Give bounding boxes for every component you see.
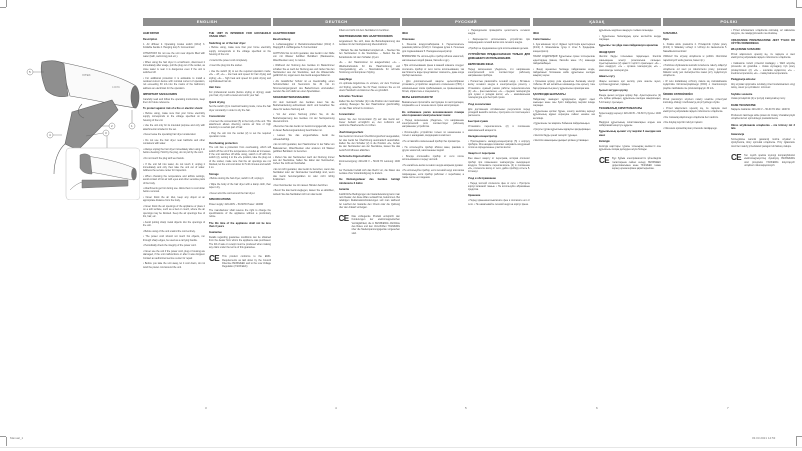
paragraph: • Для дополнительной защиты целесообразно установить устройство защитного отключения (УЗО) с номинальным током срабатывания, не превышающим 30 мА; обратитесь к специалисту. [402, 79, 464, 93]
paragraph: • Es ist nicht gestattet, den Haartrockner in der Nähe von Badewannen, Waschbecken oder anderen mit Wasser gefüllten Behältern zu benutzen. [273, 143, 335, 154]
paragraph: • Podczas użytkowania suszarki w łazience należy odłączyć urządzenie od sieci po zakończeniu pracy, ponieważ bliskość wody jest niebezpieczna nawet przy wyłączonym urządzeniu. [663, 64, 727, 78]
section-heading: Hair Care [209, 86, 221, 90]
text-column [599, 29, 661, 417]
crop-mark-top-right-h [796, 7, 802, 8]
paragraph: «0» – der Haartrockner ist ausgeschaltet; «1» – Mittelbetriebsstufe für die Haartrocknung und Frisurgestaltung; «2» – Maximalstufe für schnelle Trocknung und komplexen Styling. [338, 61, 400, 75]
paragraph: 1. Ауа жинағыш тор 2. Жұмыс тәртіптерін ауыстырғыш (0/1/2) 3. Жиналмалы тұтқа 4. Ілгек 5. Қондырма-концентратор [533, 43, 595, 53]
section-heading: Szybkie suszenie [731, 92, 753, 96]
paragraph: • Используйте устройство только по назначению и только с насадками, входящими в комплект. [402, 130, 464, 138]
ce-conformity-text: This product conforms to the EMC-Requirements as laid down by the Council Directive 89/336/EEC and to the Low Voltage Regulation (73/23 EEC) [222, 255, 271, 269]
paragraph: – Wickeln Sie das Netzkabel komplett ab. – Stecken Sie den Netzstecker in die Steckdose. – Stellen Sie die Betriebsstufe mit dem Schalter (2) ein: [338, 49, 400, 59]
page-number: 6 [596, 406, 598, 410]
text-column [339, 29, 401, 417]
paragraph: • Wipe the body of the hair dryer with a damp cloth, then wipe it dry. [209, 183, 271, 190]
paragraph: • When using the hair dryer in a bathroom, disconnect it immediately after usage, pull the plug out of the socket, as close water is near it is dangerous even if the unit is switched off. [143, 61, 205, 74]
paragraph: Arbeit und nicht mit dem Netzkabel zu berühren. [338, 29, 390, 32]
page-number: 4 [335, 406, 337, 410]
crop-mark-bottom-right-h [796, 436, 802, 437]
paragraph: Для достижения оптимальных результатов перед укладкой вымойте волосы, просушите их полотенцем и расчешите. [468, 107, 530, 118]
section-heading: Haarpflege [338, 77, 352, 81]
paragraph: • Запрещается использовать устройство при повреждении сетевой вилки или сетевого шнура. [468, 37, 530, 45]
section-kazakh [533, 18, 661, 418]
section-heading: URZĄDZENIE PRZEZNACZONE JEST TYLKO DO UŻYTKU DOMOWEGO. [731, 38, 795, 45]
paragraph: • Den Netzstecker nie mit nassen Händen berühren. [273, 183, 329, 187]
section-heading: Gwarancja [731, 133, 745, 137]
paragraph: Details regarding guarantee conditions can be obtained from the dealer from whom the appliance was purchased. The bill of sale or receipt must be produced when making any claim under the terms of this guarantee. [209, 236, 271, 249]
section-heading: HAIR DRYER [143, 32, 160, 35]
paragraph: ATTENTION! Do not use the unit near objects filled with water (bath, swimming pool etc.). [143, 52, 205, 59]
paragraph: • Всегда отключайте прибор от сети после использования и перед чисткой. [402, 154, 464, 161]
page-number: 5 [465, 406, 467, 410]
paragraph: Power supply: 220-240V ~ 50-60Hz Power: 1400W [209, 203, 264, 207]
crop-mark-top-right-v [796, 0, 797, 7]
paragraph: Пайдалану жөніндегі нұсқаулықты мұқият оқып шығыңыз және оны бүкіл пайдалану мерзімі ішінде сақтаңыз. [533, 97, 595, 108]
section-heading: Beschreibung [273, 38, 291, 42]
text-column [663, 29, 727, 417]
paragraph: Szczegółowe warunki gwarancji można uzyskać u dystrybutora, który sprzedał urządzenie. Przy zgłaszaniu roszczeń należy przedstawić paragon lub fakturę zakupu. [731, 138, 795, 148]
page-number: 3 [205, 406, 207, 410]
paragraph: Фен имеет защиту от перегрева, которая отключит прибор при повышении температуры выходящего воздуха. Установите переключатель (2) в положение «0», отключите вилку от сети, дайте прибору остыть 5-10 минут. [468, 157, 530, 174]
section-heading: Шашты күту [599, 74, 615, 78]
paragraph: • Before you take the unit away, let it cool down, do not wind the power cord around the unit. [143, 262, 205, 269]
section-heading: ФЕН [533, 32, 539, 35]
paragraph: Өндіруші құрылғының сипаттамаларын алдын ала хабарламай өзгертуге құқылы. [599, 120, 661, 128]
paragraph: • Periodically check the integrity of the power cord. [143, 244, 197, 248]
paragraph: • Do not touch the plug with wet hands. [143, 156, 185, 160]
paragraph: НАЗАР АУДАРЫҢЫЗ! Құрылғыны сумен толтырылған ыдыстардың (ванна, бассейн және т.б.) жанында пайдаланбаңыз. [533, 55, 595, 65]
paragraph: Das Gerät ist mit einem Überhitzungsschutz ausgestattet, der das Gerät bei Überhitzung automatisch ausschaltet. Stellen Sie den Schalter (2) in die Position «0», ziehen Sie den Netzstecker aus der Steckdose, lassen Sie das Gerät 5-10 Minuten abkühlen. [338, 135, 400, 152]
section-heading: ҚАУІПСІЗДІК ШАРАЛАРЫ [533, 92, 566, 96]
paragraph: • Перед хранением выключите фен и отключите его от сети. • Не наматывайте сетевой шнур на корпус фена. [468, 199, 530, 206]
section-heading: Opis [663, 38, 669, 42]
section-deutsch [273, 18, 400, 418]
section-heading: To protect against risk of a fire or electric shock: [143, 107, 203, 111]
paragraph: For professional results (before styling or drying), wash your hair, dry it with a towel and comb your hair. [209, 91, 271, 98]
paragraph: • Периодически проверяйте целостность сетевого шнура. [468, 29, 530, 36]
crop-mark-bottom-right-v [796, 437, 797, 446]
section-heading: Қызып кетуден қорғау [599, 89, 628, 93]
section-polski [663, 18, 795, 418]
footer-file-label: Manual_1 [10, 436, 24, 440]
svg-text:1400W: 1400W [112, 86, 120, 89]
section-heading: IMPORTANT SAFEGUARDS [143, 92, 178, 96]
svg-text:2: 2 [111, 124, 113, 128]
ce-conformity-text: Ten wyrób spełnia wymogi kompatybilności elektromagnetycznej dyrektywy 89/336/EWG oraz przepisów 73/23/EWG dotyczących urządzeń niskonapięciowych. [744, 154, 795, 167]
paragraph: • W celu dodatkowej ochrony zaleca się zainstalowanie wyłącznika różnicowoprądowego (RCD) o znamionowym prądzie zadziałania nie przekraczającym 30 mA. [663, 79, 727, 90]
section-russian [402, 18, 530, 418]
paragraph: • Całkowicie rozwiń przewód zasilający. • Włóż wtyczkę przewodu do gniazdka. • Ustaw wymagany tryb pracy przełącznikiem (2): «0» – suszarka wyłączona; «1» – średnia temperatura; «2» – maksymalna temperatura. [731, 61, 795, 75]
paragraph: • Never block the air inlet, keep any object at an appropriate distance from the body. [143, 196, 205, 203]
paragraph: Aby uzyskać optymalne rezultaty przed modelowaniem umyj włosy, osusz je ręcznikiem i rozczesz. [731, 82, 795, 90]
text-column [209, 29, 271, 417]
paragraph: Um optimale Ergebnisse zu erzielen, vor dem Trocknen und Styling, waschen Sie Ihr Haar, trocknen Sie es mit einem Handtuch und kämmen Sie es gründlich. [338, 82, 400, 92]
section-heading: THE UNIT IS INTENDED FOR HOUSEHOLD USAGE ONLY. [209, 32, 271, 39]
paragraph: • Do not use the hair dryer near bathtubs and other containers with water. [143, 138, 205, 146]
svg-text:1: 1 [131, 124, 133, 128]
section-heading: Switching on of the hair dryer [209, 41, 246, 45]
section-heading: ФЕНДІ ҚОСУ [599, 50, 616, 54]
paragraph: • Nie zostawiaj włączonego urządzenia bez nadzoru. [663, 115, 719, 119]
paragraph: 1. Kratka wlotu powietrza 2. Przełącznik trybów pracy (0/1/2) 3. Składany uchwyt 4. Uchwyt do zawieszenia 5. Nasadka-koncentrator [663, 43, 727, 53]
section-heading: Кепілдік [599, 139, 610, 143]
paragraph: 1. Решетка воздухозаборника 2. Переключатель режимов работы (0/1/2) 3. Складная ручка 4. Петелька для подвешивания 5. Насадка-концентратор [402, 43, 464, 53]
paragraph: • Желілік бауды үнемі тексеріп тұрыңыз. [533, 133, 578, 137]
paragraph: құрылғыны өздігінен жөндеуге тыйым салынады. [599, 29, 654, 32]
paragraph: • Перед чисткой отключите фен от сети. • Протрите корпус влажной тканью. • Не используйте абразивные средства. [468, 181, 530, 192]
paragraph: • Перед включением убедитесь, что напряжение электрической сети соответствует рабочему напряжению устройства. [402, 118, 464, 129]
section-heading: Насадка-концентратор [468, 134, 498, 138]
svg-text:VITEK: VITEK [82, 73, 91, 77]
ce-conformity-text: Das vorliegende Produkt entspricht den Forderungen der elektromagnetischen Verträglichkeit, die in 89/336/EWG -Richtlinie des Rates und den Vorschriften 73/23/EWG über die Niederspannungsgeräte vorgesehen sind. [351, 215, 400, 235]
section-heading: МЕРЫ БЕЗОПАСНОСТИ [402, 96, 433, 100]
paragraph: Stellen Sie den Schalter (2) in die Position der maximalen Leistung. Bewegen Sie den Haartrockner gleichmäßig, um das Haar schnell zu trocknen. [338, 100, 400, 110]
section-heading: Okres użytkowania urządzenia – nie krótszy niż 3 lata [731, 123, 795, 131]
section-english [143, 18, 271, 418]
paragraph: • For additional protection it is advisable to install a residual current device with nominal current of operation, not exceeding 30 mA into the mains of the bathroom; address an electrician for the operation. [143, 76, 205, 90]
paragraph: Vor dem Gebrauch des Gerätes lesen Sie die Betriebsanleitung aufmerksam durch und bewahren Sie diese für weitere Nutzung auf. [273, 100, 335, 111]
paragraph: Stromversorgung: 220-240 V ~ 50-60 Hz Leistung: 1400 W [338, 159, 400, 166]
ce-conformity-text: Бұл бұйым электромагниттік үйлесімділік талаптарына сәйкес келеді, 89/336/EEC директивасымен және 73/23/EEC төмен кернеу ережелерімен қарастырылған. [612, 157, 661, 171]
paragraph: Фенде қызып кетуден қорғау бар. Ауыстырғышты (2) «0» күйіне қойыңыз, құрылғыны желіден ажыратыңыз, 5-10 минут суытыңыз. [599, 94, 661, 104]
ce-conformity-block [209, 255, 271, 268]
text-column [273, 29, 335, 417]
paragraph: • Vor der ersten Nutzung prüfen Sie, ob die Betriebsspannung des Gerätes mit der Netzspannung übereinstimmt. [273, 113, 335, 123]
crop-mark-top-left-v [6, 0, 7, 7]
section-heading: Құрылғының қызмет ету мерзімі 3 жылдан кем емес [599, 130, 661, 137]
paragraph: • Ziehen Sie den Netzstecker nach der Nutzung immer aus der Steckdose, halten Sie dabei den Netzstecker, ziehen Sie nicht am Netzkabel. [273, 155, 335, 166]
paragraph: Set the switch (2) to maximal heating mode, move the hair dryer constantly in order to dry the hair. [209, 105, 271, 112]
ce-conformity-block [599, 157, 661, 170]
paragraph: • Use the unit only for its intended purpose and only with attachments included in the set. [143, 124, 205, 131]
section-heading: SUSZARKA [663, 32, 678, 35]
section-heading: Concentrator [209, 115, 226, 119]
footer-timestamp: 03.03.2021 14:53 [752, 436, 776, 440]
paragraph: • Не используйте прибор вблизи ванн, раковин и других емкостей, наполненных водой. [402, 145, 464, 152]
text-column [731, 29, 795, 417]
ce-mark-icon: CE [599, 156, 610, 166]
section-heading: Pielęgnacja włosów [731, 78, 756, 82]
text-column [402, 29, 464, 417]
paragraph: • Nie dotykaj wtyczki mokrymi rękami. [663, 121, 703, 125]
section-heading: ФЕН [402, 32, 408, 35]
section-heading: Storage [209, 172, 219, 176]
section-heading: Уход за волосами [468, 102, 491, 106]
paragraph: • Қосымша қорғау үшін жуынатын бөлменің электр тізбегіне 30 мА аспайтын номиналды іске қосылу тоғы бар қорғаныштық ағыту құрылғысын орнатқан жөн. [533, 79, 595, 90]
section-heading: WŁĄCZENIE SUSZARKI [731, 48, 761, 52]
language-header: РУССКИЙ [402, 18, 530, 26]
section-heading: Description [143, 38, 158, 42]
paragraph: • Okresowo sprawdzaj stan przewodu zasilającego. [663, 126, 718, 130]
ce-conformity-block [339, 215, 401, 235]
paragraph: • Always unplug the hair dryer immediately after using it or before cleaning. Hold by the plug, do not pull by the cord. [143, 147, 205, 155]
paragraph: Внимательно прочитайте инструкцию по эксплуатации, сохраняйте ее в течение всего срока эксплуатации. [402, 100, 464, 108]
paragraph: • Als zusätzlicher Schutz ist es zweckmäßig, einen Schutzschalter mit Nennstrom bis 30 mA im Stromversorgungsnetz des Badezimmers einzustellen; wenden Sie sich dafür an einen Spezialisten. [273, 79, 335, 93]
section-heading: Құрылғы тек үйде ғана пайдалануға арналған [599, 44, 659, 48]
paragraph: Желілік бауды толығымен тарқатыңыз. Желілік шанышқыны электр розеткасына салыңыз. Ауыстырғышпен (2) қажетті тәртіпті орнатыңыз: «0» – фен сөндірулі; «1» – орташа температура; «2» – максималды температура. [599, 55, 661, 72]
paragraph: • Never block the air openings of the appliance or place it on a soft surface, such as a bed or couch, where the air openings may be blocked. Keep the air openings free of lint, hair, etc. [143, 205, 205, 219]
text-column [533, 29, 595, 417]
paragraph: • The power cord should not touch hot objects, run through sharp edges, be used as a carrying handle. [143, 235, 205, 242]
paragraph: • Attachments get hot during use. Allow them to cool down before removal. [143, 187, 205, 194]
paragraph: Carefully read and follow the operating instructions, keep them for future reference. [143, 97, 205, 104]
section-heading: DANE TECHNICZNE [731, 103, 756, 107]
language-header: POLSKI [663, 18, 795, 26]
paragraph: 1. Air diffuser 2. Operating modes switch (0/1/2) 3. Foldable handle 4. Hanging loop 5. Concentrator [143, 43, 205, 50]
paragraph: • If the unit fell into water, do not touch it; unplug it immediately and only then take the unit out of water. Address the service center for inspection. [143, 162, 205, 173]
section-heading: Schnelles Trocknen [338, 95, 363, 99]
paragraph: Жақсы нәтижеге қол жеткізу үшін шашты жуып, сүлгімен құрғатып, тараңыз. [599, 79, 661, 86]
paragraph: • Never use the unit if the power cord, plug or housing are damaged, if the unit malfunctions or after it was dropped. Contact an authorized service center for repair. [143, 250, 205, 260]
paragraph: Vergewissern Sie sich, dass die Betriebsspannung des Gerätes mit der Netzspannung übereinstimmt. [338, 40, 400, 47]
paragraph: • Құрылғыны балалардың қолы жетпейтін жерде сақтаңыз. [599, 34, 661, 41]
paragraph: Setzen Sie den Konzentrator (5) auf das Gerät auf. Dieser Aufsatz ermöglicht es, den Luftstrom auf bestimmte Haarbereiche zu richten. [338, 117, 400, 128]
ce-mark-icon: CE [209, 254, 220, 264]
section-heading: Быстрая сушка [468, 120, 488, 124]
section-heading: Konzentrator [338, 112, 355, 116]
section-heading: Уход и обслуживание [468, 176, 496, 180]
paragraph: • Es ist nicht gestattet, das Gerät zu benutzen, wenn das Netzkabel oder der Netzstecker beschädigt sind, wenn das Gerät heruntergefallen ist oder nicht richtig funktioniert. [273, 168, 335, 181]
paragraph: • Plug the unit into the socket (2) to set the required operation mode. [209, 132, 271, 139]
crop-mark-top-left-h [0, 7, 6, 8]
paragraph: Перед включением убедитесь, что напряжение электрической сети соответствует рабочему напряжению прибора. [468, 67, 530, 78]
paragraph: 1. Luftansauggitter 2. Betriebsmodusschalter (0/1/2) 3. Klappgriff 4. Aufhängeöse 5. Konzentrator [273, 43, 335, 50]
section-heading: SICHERHEITSMASSNAHMEN [273, 96, 310, 100]
section-heading: SPECIFICATIONS [209, 198, 231, 202]
text-column [143, 29, 205, 417]
paragraph: • Прибор не предназначен для использования детьми. [468, 46, 529, 50]
language-header: ENGLISH [143, 18, 271, 26]
section-heading: Die Nutzungsdauer des Gerätes beträgt mindestens 3 Jahre [338, 178, 400, 185]
text-column [468, 29, 530, 417]
svg-text:4: 4 [49, 133, 51, 137]
paragraph: Producent zastrzega sobie prawo do zmiany charakterystyki urządzenia bez uprzedniego powiadomienia. [731, 114, 795, 121]
section-heading: ВКЛЮЧЕНИЕ ФЕНА [468, 62, 494, 66]
svg-text:5: 5 [29, 70, 31, 74]
section-heading: Во избежание риска возникновения пожара или поражения электрическим током: [402, 110, 464, 117]
section-heading: Überhitzungsschutz [338, 130, 364, 134]
section-heading: Garantie [338, 187, 350, 191]
paragraph: • Қосулы тұрған құрылғыны қараусыз қалдырмаңыз. [533, 127, 591, 131]
svg-text:3: 3 [105, 131, 107, 135]
paragraph: • Желілік шанышқыны дымқыл қолмен ұстамаңыз. [533, 139, 589, 143]
section-heading: HAARTROCKNER [273, 32, 296, 35]
paragraph: • Before using, make sure that your home electricity supply corresponds to the voltage specified on the housing of the unit. [209, 46, 271, 56]
crop-mark-bottom-left-h [0, 436, 6, 437]
ce-mark-icon: CE [338, 214, 349, 224]
paragraph: Przed włączeniem upewnij się, że napięcie w sieci elektrycznej odpowiada napięciu roboczemu urządzenia. [731, 52, 795, 60]
paragraph: Przed pierwszym użyciem należy uważnie przeczytać instrukcję obsługi i zachować ją do przyszłego użytku. [663, 97, 727, 104]
paragraph: • Lassen Sie das eingeschaltete Gerät nie unbeaufsichtigt. [273, 134, 335, 141]
paragraph: • Przed włączeniem upewnij się, że napięcie sieci elektrycznej odpowiada napięciu roboczemu urządzenia. [663, 106, 727, 113]
paragraph: Der Hersteller behält sich das Recht vor, die Daten des Gerätes ohne Vorankündigung zu ändern. [338, 168, 400, 175]
paragraph: • Не используйте прибор, если сетевой шнур или вилка повреждены, если прибор работает с перебоями, а также после его падения. [402, 169, 464, 179]
ce-conformity-block [731, 154, 795, 167]
paragraph: • Przed schowaniem urządzenia odczekaj, aż całkowicie ostygnie, nie nawijaj przewodu na obudowę. [731, 29, 795, 36]
paragraph: • Bevor Sie das Gerät weglegen, lassen Sie es abkühlen, wickeln Sie das Netzkabel nicht um das Gerät. [273, 189, 335, 196]
paragraph: • Присоедините насадку-концентратор (5) к корпусу прибора. Эта насадка позволяет направить воздушный поток на определенные участки волос. [468, 139, 530, 150]
paragraph: The manufacturer shall reserve the right to change the specifications of the appliance without a preliminary notice. [209, 208, 271, 219]
paragraph: • Connect the concentrator (5) to the body of the unit. This attachment allows directing narrow air flow of high intensity to a certain part of hair. [209, 119, 271, 130]
section-heading: INBETRIEBNAHME DES HAARTROCKNERS [338, 35, 393, 39]
section-heading: Описание [402, 38, 415, 42]
paragraph: • Құрылғыны қоспас бұрын, электр желісінің кернеуі құрылғының жұмыс кернеуіне сәйкес екеніне көз жеткізіңіз. [533, 109, 595, 120]
section-heading: Technische Eigenschaften [338, 154, 372, 158]
paragraph: • При использовании фена в ванной комнате следует отключить прибор от сети после использования, так как близость воды представляет опасность, даже когда прибор выключен. [402, 64, 464, 78]
paragraph: • Never wind the cord around the hair dryer. [209, 192, 256, 196]
paragraph: • Before storing the hair dryer, switch it off, unplug it. [209, 177, 265, 181]
section-heading: Overheating protection [209, 141, 238, 145]
paragraph: • Insert the plug into the socket. [209, 64, 243, 68]
folded-dryer-inset-icon [66, 148, 140, 200]
paragraph: • Не касайтесь вилки сетевого шнура мокрыми руками. [402, 163, 464, 167]
section-heading: Защита от перегрева [468, 152, 495, 156]
section-heading: Quick drying [209, 100, 225, 104]
paragraph: • Before using, make sure that your home electricity supply corresponds to the voltage specified on the housing of the unit. [143, 112, 205, 122]
paragraph: UWAGA! Nie używaj urządzenia w pobliżu zbiorników napełnionych wodą (wanna, basen itp.). [663, 55, 727, 62]
paragraph: Установите переключатель (2) в положение максимальной мощности. [468, 125, 530, 132]
language-header: ҚАЗАҚ [533, 18, 661, 26]
section-heading: Guarantee [209, 231, 222, 235]
paragraph: • Құрылғыны тек мақсаты бойынша пайдаланыңыз. [533, 122, 591, 126]
paragraph: • Не оставляйте включенный прибор без присмотра. [402, 139, 461, 143]
paragraph: • When choosing the temperature and airflow settings, avoid contact of hot air with eyes and other sensitive parts of the body. [143, 174, 205, 185]
ce-mark-icon: CE [731, 153, 742, 162]
crop-mark-bottom-left-v [6, 437, 7, 446]
language-header: DEUTSCH [273, 18, 400, 26]
section-heading: Хранение [468, 194, 481, 198]
section-heading: The life time of the appliance shall not be less than 3 years [209, 221, 271, 228]
hair-dryer-illustration [20, 40, 140, 200]
paragraph: ACHTUNG! Es ist nicht gestattet, das Gerät in der Nähe von mit Wasser befüllten Behältern (Badewanne, Waschbecken usw.) zu nutzen. [273, 52, 335, 62]
paragraph: The unit has a protection from overheating, which will switch off the unit if the temperature of outlet air increases. If the unit switches off while using, switch it off with the switch (2), setting it to the «0» position, take the plug out of the socket, make sure that the air openings are not blocked, let the unit cool down for 5-10 minutes and switch it on. [209, 146, 271, 170]
paragraph: ВНИМАНИЕ! Не используйте прибор вблизи емкостей, наполненных водой (ванна, бассейн и др.). [402, 55, 464, 62]
paragraph: • Während der Nutzung des Gerätes im Badezimmer schalten Sie es nach der Nutzung aus und ziehen Sie den Netzstecker aus der Steckdose, weil die Wassernähe gefährlich ist, sogar wenn das Gerät ausgeschaltet ist. [273, 64, 335, 78]
paragraph: • Avoid putting sharp metal objects into the openings of the unit. [143, 220, 205, 228]
paragraph: • Use the switch (2) to set the required operation mode: «0» – off; «1» – low heat and speed for hair drying and styling; «2» – high heat and speed for quick drying and sophisticated hair do. [209, 70, 271, 83]
section-heading: ТЕХНИКАЛЫҚ СИПАТТАМАЛАРЫ [599, 106, 643, 110]
paragraph: • Фенді жуынатын бөлмеде пайдаланған кезде, пайдаланып болғаннан кейін құрылғыны желіден ажырату керек. [533, 67, 595, 78]
paragraph: Кепілдік шарттары туралы толығырақ мәліметті осы құрылғыны сатқан дилерден алуға болады. [599, 144, 661, 151]
section-heading: ŚRODKI OSTROŻNOŚCI [663, 92, 693, 96]
paragraph: Ustaw przełącznik (2) w pozycji maksymalnej mocy. [731, 97, 786, 101]
paragraph: Қоректендіру кернеуі: 220-240 В ~ 50-60 Гц Қуаты: 1400 Вт [599, 111, 661, 119]
paragraph: Ausführliche Bedingungen der Garantieleistung kann man beim Dealer, der diese Ware verkauft hat, bekommen. Bei beliebigen Reklamationsforderungen soll man während der Laufzeit der Garantie den Check oder die Quittung über den Ankauf vorzeigen. [338, 192, 400, 209]
page-number: 7 [727, 406, 729, 410]
paragraph: • Полностью размотайте сетевой шнур. • Вставьте вилку сетевого шнура в электрическую розетку. • Установите нужный режим работы переключателем (2): «0» – фен выключен; «1» – средняя температура для сушки и укладки волос; «2» – максимальная температура для быстрой сушки. [468, 79, 530, 100]
section-heading: УСТРОЙСТВО ПРЕДНАЗНАЧЕНО ТОЛЬКО ДЛЯ ДОМАШНЕГО ИСПОЛЬЗОВАНИЯ. [468, 53, 530, 60]
section-heading: Сипаттамасы [533, 38, 551, 42]
paragraph: • Before using of the unit unwind the cord entirely. [143, 229, 196, 233]
paragraph: • Unwind the power cord completely. [209, 58, 248, 62]
paragraph: • Never leave the operating hair dryer unattended. [143, 133, 196, 137]
paragraph: Napięcie zasilania: 220-240 V ~ 50-60 Hz Moc: 1400 W [731, 108, 790, 112]
footer-divider [0, 447, 802, 448]
paragraph: • Benutzen Sie das Gerät nur bestimmungsgemäß, wie es in dieser Bedienungsanleitung beschrieben ist. [273, 125, 335, 132]
